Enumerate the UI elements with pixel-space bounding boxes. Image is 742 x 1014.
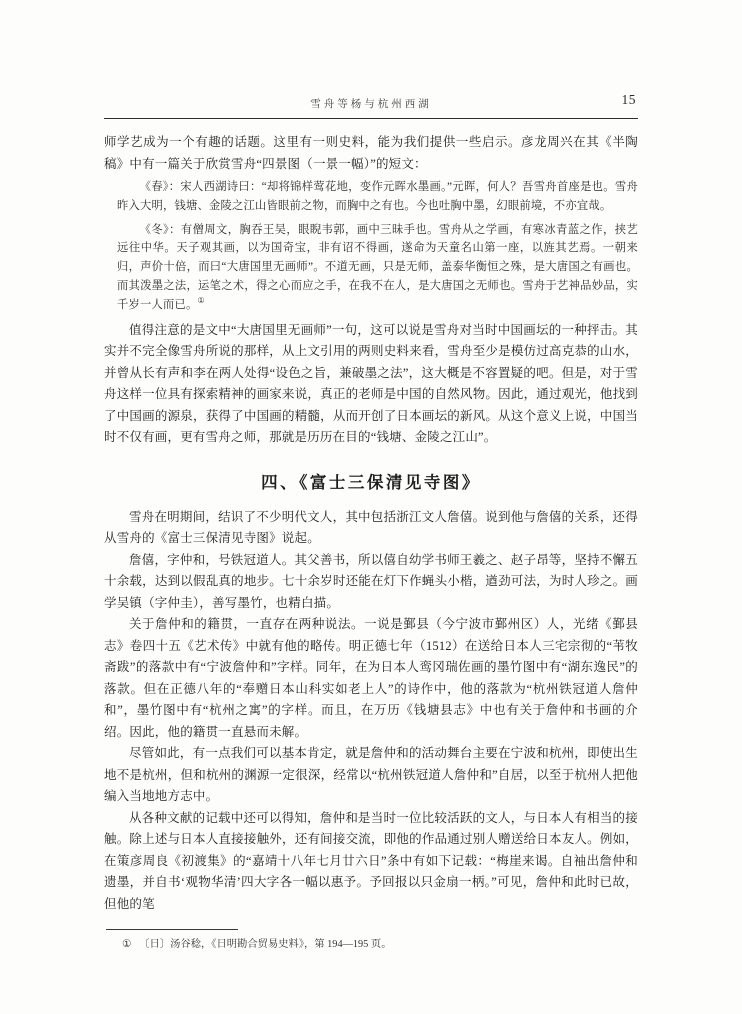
quote-winter-text: 《冬》：有僧周文，胸吞王吴，眼睨韦郭，画中三昧手也。雪舟从之学画，有寒冰青蓝之作，挟艺远往中华。天子观其画，以为国奇宝，非有诏不得画，遂命为天童名山第一座，以旌其艺焉。一朝来归，声价十倍，而曰“大唐国里无画师”。不道无画，只是无师，盖泰华衡恒之殊，是大唐国之有画也。而其泼墨之法，运笔之术，得之心而应之手，在我不在人，是大唐国之无师也。雪舟于艺神品妙品，实千岁一人而已。 [117, 223, 638, 311]
footnote-reference: ① [197, 296, 205, 306]
page-header [104, 92, 638, 119]
footnote-area [104, 929, 638, 952]
running-title: 雪舟等杨与杭州西湖 [310, 99, 432, 110]
section-heading: 四、《富士三保清见寺图》 [261, 472, 481, 492]
intro-paragraph: 师学艺成为一个有趣的话题。这里有一则史料，能为我们提供一些启示。彦龙周兴在其《半陶稿》中有一篇关于欣赏雪舟“四景图（一景一幅）”的短文： [104, 135, 638, 171]
footnote-text: 〔日〕汤谷稔，《日明勘合贸易史料》，第 194—195 页。 [139, 939, 392, 951]
paragraph-native-place: 关于詹仲和的籍贯，一直存在两种说法。一说是鄞县（今宁波市鄞州区）人，光绪《鄞县志》卷四十五《艺术传》中就有他的略传。明正德七年（1512）在送给日本人三宅宗彻的“苇牧斋跋”的落款中有“宁波詹仲和”字样。同年，在为日本人鸾冈瑞佐画的墨竹图中有“湖东逸民”的落款。但在正德八年的“奉赠日本山科实如老上人”的诗作中，他的落款为“杭州铁冠道人詹仲和”，墨竹图中有“杭州之寓”的字样。而且，在万历《钱塘县志》中也有关于詹仲和书画的介绍。因此，他的籍贯一直悬而未解。 [104, 617, 638, 739]
footnote-marker: ① [122, 939, 132, 951]
quote-winter [117, 221, 638, 315]
paragraph-meeting: 雪舟在明期间，结识了不少明代文人，其中包括浙江文人詹僖。说到他与詹僖的关系，还得从雪舟的《富士三保清见寺图》说起。 [104, 509, 638, 546]
quote-spring: 《春》：宋人西湖诗曰：“却将锦样莺花地，变作元晖水墨画。”元晖，何人？吾雪舟首座是也。雪舟昨入大明，钱塘、金陵之江山皆眼前之物，而胸中之有也。今也吐胸中墨，幻眼前境，不亦宜哉。 [117, 181, 638, 212]
paragraph-zhanxi-bio: 詹僖，字仲和，号铁冠道人。其父善书，所以僖自幼学书师王羲之、赵子昂等，坚持不懈五十余载，达到以假乱真的地步。七十余岁时还能在灯下作蝇头小楷，遒劲可法，为时人珍之。画学吴镇（字仲圭），善写墨竹，也精白描。 [104, 552, 638, 610]
footnote-entry [104, 937, 638, 952]
page-body [104, 132, 638, 915]
page-number: 15 [621, 92, 636, 107]
paragraph-conclusion: 尽管如此，有一点我们可以基本肯定，就是詹仲和的活动舞台主要在宁波和杭州，即使出生地不是杭州，但和杭州的渊源一定很深，经常以“杭州铁冠道人詹仲和”自居，以至于杭州人把他编入当地地方志中。 [104, 746, 638, 804]
commentary-paragraph: 值得注意的是文中“大唐国里无画师”一句，这可以说是雪舟对当时中国画坛的一种抨击。其实并不完全像雪舟所说的那样，从上文引用的两则史料来看，雪舟至少是模仿过高克恭的山水，并曾从长有声和李在两人处得“设色之旨，兼破墨之法”，这大概是不容置疑的吧。但是，对于雪舟这样一位具有探索精神的画家来说，真正的老师是中国的自然风物。因此，通过观光，他找到了中国画的源泉，获得了中国画的精髓，从而开创了日本画坛的新风。从这个意义上说，中国当时不仅有画，更有雪舟之师，那就是历历在目的“钱塘、金陵之江山”。 [104, 322, 638, 445]
footnote-rule [106, 929, 238, 930]
paragraph-records: 从各种文献的记载中还可以得知，詹仲和是当时一位比较活跃的文人，与日本人有相当的接触。除上述与日本人直接接触外，还有间接交流，即他的作品通过别人赠送给日本友人。例如，在策彦周良《初渡集》的“嘉靖十八年七月廿六日”条中有如下记载：“梅崖来谒。自袖出詹仲和遗墨，并自书‘观物华清’四大字各一幅以惠予。予回报以只金扇一柄。”可见，詹仲和此时已故，但他的笔 [104, 810, 638, 911]
